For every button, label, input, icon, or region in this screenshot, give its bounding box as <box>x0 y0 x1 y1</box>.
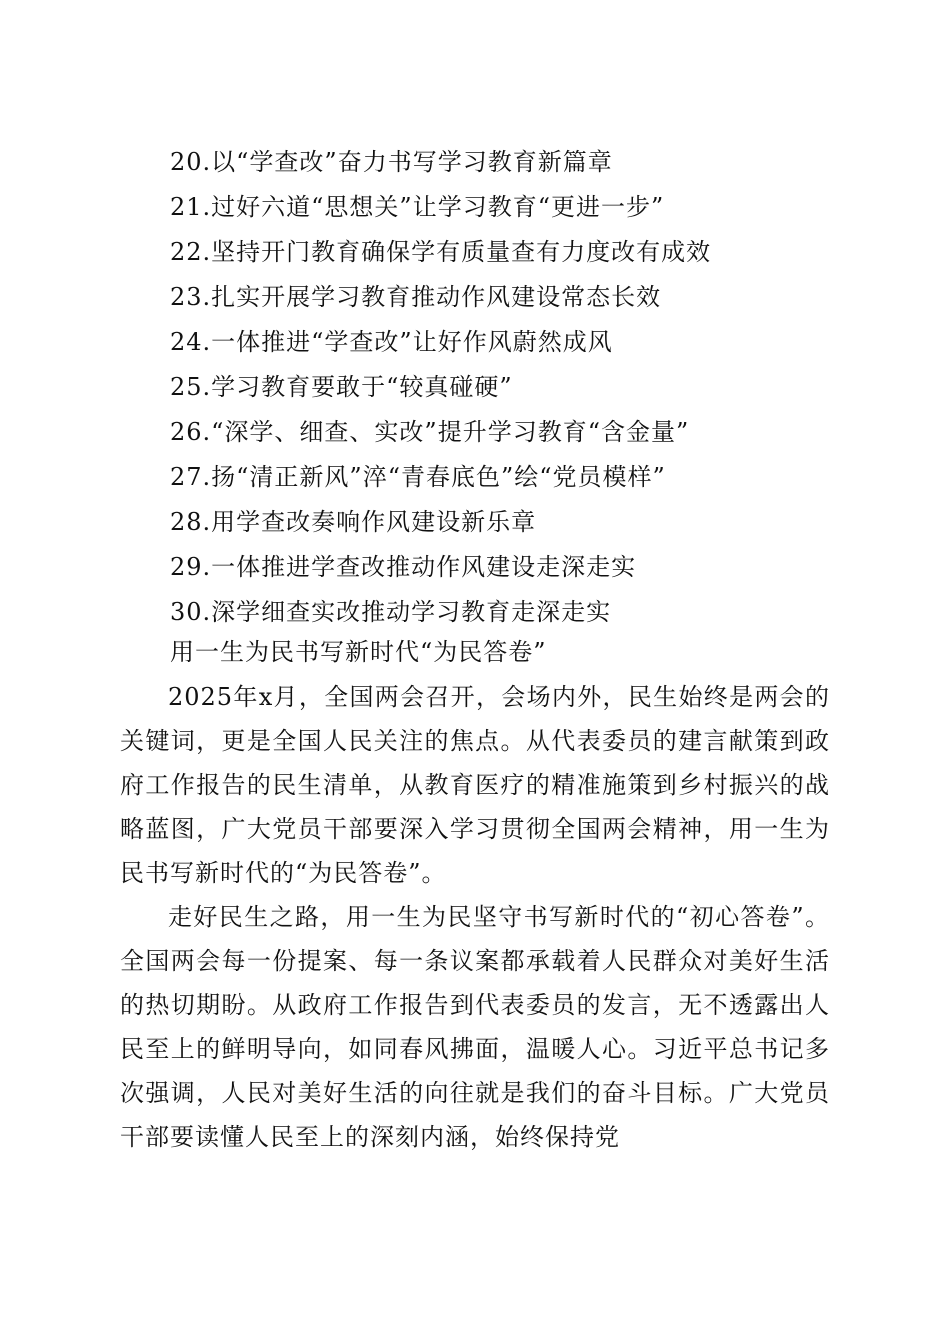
list-item: 30.深学细查实改推动学习教育走深走实 <box>170 598 612 626</box>
title-list <box>170 140 870 635</box>
list-item: 20.以“学查改”奋力书写学习教育新篇章 <box>170 148 613 176</box>
list-item: 27.扬“清正新风”淬“青春底色”绘“党员模样” <box>170 463 666 491</box>
list-item: 24.一体推进“学查改”让好作风蔚然成风 <box>170 328 613 356</box>
list-item: 23.扎实开展学习教育推动作风建设常态长效 <box>170 283 662 311</box>
list-item: 29.一体推进学查改推动作风建设走深走实 <box>170 553 637 581</box>
list-item: 26.“深学、细查、实改”提升学习教育“含金量” <box>170 418 690 446</box>
paragraph: 走好民生之路，用一生为民坚守书写新时代的“初心答卷”。全国两会每一份提案、每一条议案都承载着人民群众对美好生活的热切期盼。从政府工作报告到代表委员的发言，无不透露出人民至上的鲜明导向，如同春风拂面，温暖人心。习近平总书记多次强调，人民对美好生活的向往就是我们的奋斗目标。广大党员干部要读懂人民至上的深刻内涵，始终保持党 <box>120 903 830 1151</box>
list-item: 22.坚持开门教育确保学有质量查有力度改有成效 <box>170 238 712 266</box>
article-title: 用一生为民书写新时代“为民答卷” <box>170 638 547 666</box>
list-item: 28.用学查改奏响作风建设新乐章 <box>170 508 537 536</box>
list-item: 21.过好六道“思想关”让学习教育“更进一步” <box>170 193 665 221</box>
list-item: 25.学习教育要敢于“较真碰硬” <box>170 373 513 401</box>
paragraph: 2025年x月，全国两会召开，会场内外，民生始终是两会的关键词，更是全国人民关注的焦点。从代表委员的建言献策到政府工作报告的民生清单，从教育医疗的精准施策到乡村振兴的战略蓝图，广大党员干部要深入学习贯彻全国两会精神，用一生为民书写新时代的“为民答卷”。 <box>120 683 830 887</box>
article-body <box>120 675 830 1159</box>
